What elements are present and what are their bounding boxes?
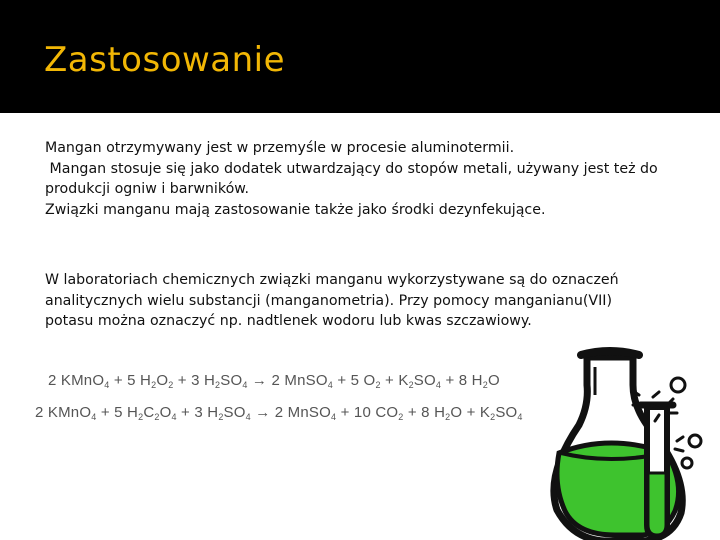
text-line: analitycznych wielu substancji (manganometria). Przy pomocy manganianu(VII) xyxy=(45,292,612,309)
text-line: W laboratoriach chemicznych związki manganu wykorzystywane są do oznaczeń xyxy=(45,272,619,288)
equation-hydrogen-peroxide: 2 KMnO$_4$ + 5 $H_2O_2 + 3$ $H_2SO_4 \to 2$ MnSO$_4$ + 5 $O_2 + K_2SO_4 + 8$ $H_2O$ xyxy=(48,372,500,390)
text-line: Mangan otrzymywany jest w przemyśle w procesie aluminotermii. xyxy=(45,140,515,156)
paragraph-applications xyxy=(45,138,695,220)
slide-title: Zastosowanie xyxy=(44,40,286,80)
paragraph-laboratory xyxy=(45,270,695,332)
arrow-icon: → xyxy=(247,372,272,389)
text-line: potasu można oznaczyć np. nadtlenek wodoru lub kwas szczawiowy. xyxy=(45,313,532,329)
flask-with-test-tube-icon xyxy=(535,345,720,540)
text-line: Związki manganu mają zastosowanie także jako środki dezynfekujące. xyxy=(45,201,546,218)
arrow-icon: → xyxy=(250,404,275,421)
title-bar xyxy=(0,0,720,113)
text-line: Mangan stosuje się jako dodatek utwardzający do stopów metali, używany jest też do xyxy=(45,160,658,177)
text-line: produkcji ogniw i barwników. xyxy=(45,181,250,197)
equation-oxalic-acid: 2 KMnO$_4$ + 5 $H_2C_2O_4 + 3$ $H_2SO_4 \to 2$ MnSO$_4$ + 10 $CO_2 + 8$ $H_2O + K_2SO_4$ xyxy=(35,404,523,422)
